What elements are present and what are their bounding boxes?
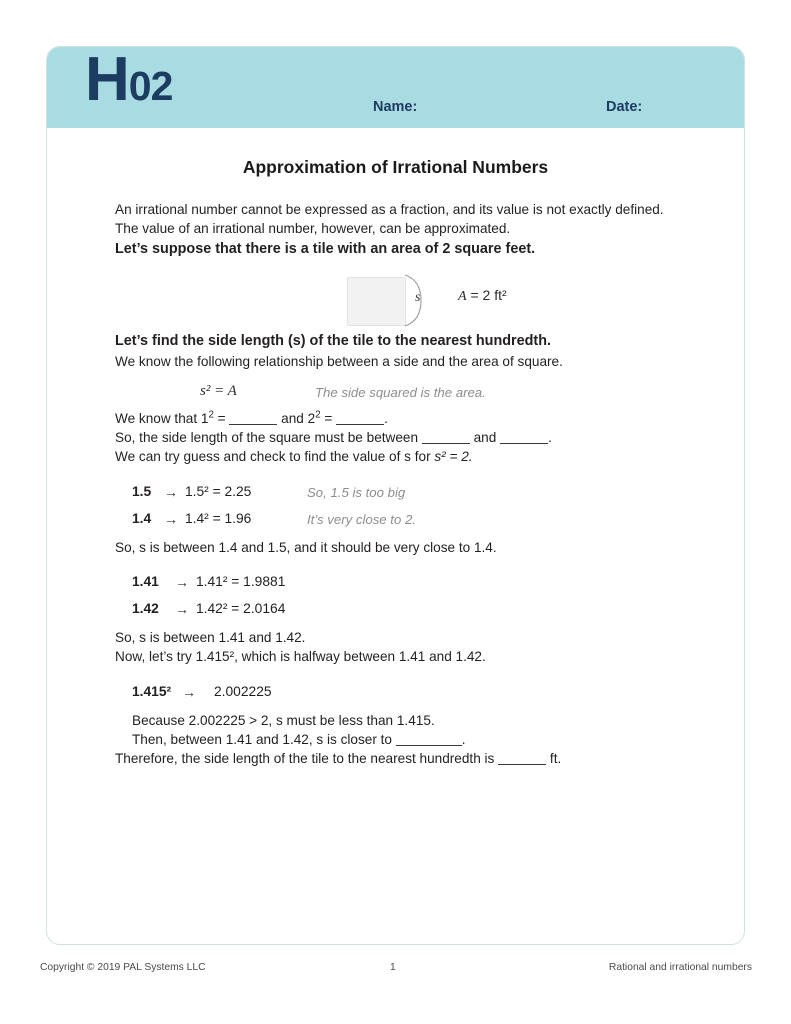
answer-blank-closer-to[interactable] [396, 745, 462, 746]
worksheet-header-band [47, 47, 744, 128]
guess-value: 1.4 [132, 510, 152, 526]
halfway-line: Now, let’s try 1.415², which is halfway between 1.41 and 1.42. [115, 649, 486, 665]
arrow-right-icon: → [175, 573, 189, 590]
guess-row [115, 684, 680, 711]
known-squares-and: and 2 [277, 410, 316, 426]
suppose-line: Let’s suppose that there is a tile with an area of 2 square feet. [115, 240, 536, 257]
known-squares-line [115, 409, 680, 428]
guess-check-intro [115, 447, 680, 466]
worksheet-code-number: 02 [128, 63, 173, 109]
page-footer [40, 962, 752, 978]
then-closer-to-line [115, 730, 680, 749]
formula-row [115, 383, 680, 409]
known-squares-mid: = [213, 410, 230, 426]
guess-row [115, 484, 680, 511]
guess-check-formula: s² = 2. [434, 449, 473, 465]
known-squares-pre: We know that 1 [115, 410, 209, 426]
arrow-right-icon: → [175, 600, 189, 617]
therefore-pre: Therefore, the side length of the tile to the nearest hundredth is [115, 751, 499, 767]
guess-check-pre: We can try guess and check to find the value of s for [115, 449, 435, 465]
then-end: . [461, 731, 466, 747]
guess-value: 1.415² [132, 683, 172, 699]
worksheet-body [47, 128, 744, 768]
footer-page-number: 1 [390, 962, 396, 973]
guess-note: It’s very close to 2. [307, 511, 416, 527]
guess-value: 1.5 [132, 483, 152, 499]
worksheet-code-letter: H [85, 46, 129, 114]
worksheet-card [46, 46, 745, 945]
side-squared-formula: s² = A [200, 382, 237, 399]
intro-paragraph: An irrational number cannot be expressed as a fraction, and its value is not exactly defined. The value of an irrational number, however, can be approximated. [115, 202, 664, 237]
between-and: and [469, 430, 501, 446]
guess-row [115, 511, 680, 538]
known-squares-mid2: = [320, 410, 337, 426]
arrow-right-icon: → [164, 483, 178, 500]
therefore-end: ft. [546, 751, 562, 767]
known-squares-end: . [384, 410, 388, 426]
answer-blank-2sq[interactable] [336, 424, 384, 425]
footer-topic: Rational and irrational numbers [608, 962, 752, 973]
guess-note: So, 1.5 is too big [307, 484, 406, 500]
guess-calculation: 1.4² = 1.96 [185, 510, 252, 526]
answer-blank-lower-bound[interactable] [422, 443, 470, 444]
guess-row [115, 601, 680, 628]
answer-blank-1sq[interactable] [229, 424, 277, 425]
arrow-right-icon: → [164, 510, 178, 527]
tile-area-label [458, 287, 507, 305]
guess-calculation: 1.41² = 1.9881 [196, 573, 286, 589]
tile-figure [115, 269, 680, 331]
guess-value: 1.41 [132, 573, 159, 589]
arrow-right-icon: → [182, 683, 196, 700]
worksheet-content [47, 200, 744, 768]
area-variable: A [458, 289, 467, 305]
between-pre: So, the side length of the square must be between [115, 430, 422, 446]
guess-calculation: 2.002225 [214, 683, 272, 699]
page-title: Approximation of Irrational Numbers [242, 157, 549, 177]
date-field-label: Date: [606, 99, 643, 115]
therefore-line [115, 749, 680, 768]
between-bounds-line [115, 428, 680, 447]
tile-side-label: s [415, 290, 421, 306]
guess-calculation: 1.42² = 2.0164 [196, 600, 286, 616]
exponent-2b: 2 [315, 409, 321, 421]
between-14-15-line: So, s is between 1.4 and 1.5, and it should be very close to 1.4. [115, 539, 497, 555]
because-line: Because 2.002225 > 2, s must be less than 1.415. [132, 712, 435, 728]
tile-square-shape [347, 277, 406, 326]
find-side-length-line: Let’s find the side length (s) of the tile to the nearest hundredth. [115, 333, 551, 350]
answer-blank-upper-bound[interactable] [500, 443, 548, 444]
relationship-line: We know the following relationship between a side and the area of square. [115, 353, 563, 369]
area-value: = 2 ft² [466, 287, 507, 304]
between-141-142-line: So, s is between 1.41 and 1.42. [115, 629, 306, 645]
exponent-2a: 2 [208, 409, 214, 421]
guess-row [115, 574, 680, 601]
name-field-label: Name: [373, 99, 418, 115]
then-pre: Then, between 1.41 and 1.42, s is closer to [132, 731, 396, 747]
answer-blank-final[interactable] [498, 764, 546, 765]
between-end: . [548, 430, 552, 446]
footer-copyright: Copyright © 2019 PAL Systems LLC [40, 962, 206, 973]
guess-calculation: 1.5² = 2.25 [185, 483, 252, 499]
worksheet-code [85, 46, 173, 114]
formula-note: The side squared is the area. [315, 384, 486, 400]
guess-value: 1.42 [132, 600, 159, 616]
